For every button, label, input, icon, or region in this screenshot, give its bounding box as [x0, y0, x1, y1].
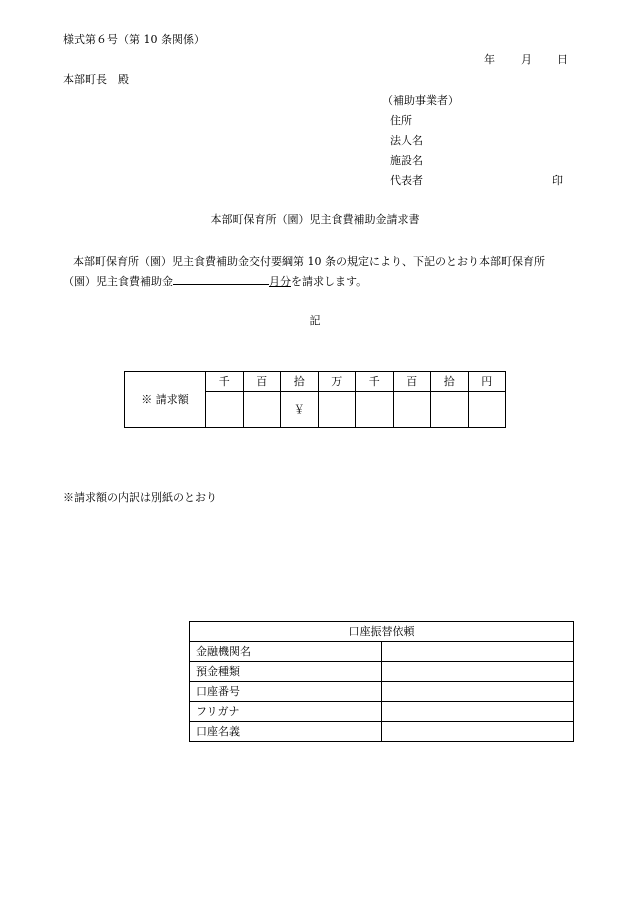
account-number-field[interactable] [382, 682, 574, 702]
bank-table-caption: 口座振替依頼 [190, 622, 574, 642]
amount-table [124, 371, 506, 428]
body-line-2-suffix: を請求します。 [291, 275, 368, 288]
applicant-facility-label: 施設名 [390, 154, 423, 167]
digit-cell[interactable] [468, 392, 506, 428]
date-day: 日 [557, 53, 568, 66]
bank-row-label: フリガナ [190, 702, 382, 722]
digit-cell[interactable] [431, 392, 469, 428]
seal-mark: 印 [552, 174, 563, 187]
body-line-2 [63, 272, 583, 292]
digit-header: 万 [318, 372, 356, 392]
addressee: 本部町長 殿 [63, 73, 129, 86]
breakdown-note: ※請求額の内訳は別紙のとおり [63, 491, 217, 504]
bank-row-label: 金融機関名 [190, 642, 382, 662]
form-number: 様式第６号（第 10 条関係） [63, 33, 205, 46]
digit-cell[interactable] [243, 392, 281, 428]
digit-header: 百 [243, 372, 281, 392]
bank-row-label: 預金種類 [190, 662, 382, 682]
body-line-2-prefix: （園）児主食費補助金 [63, 275, 173, 288]
date-year: 年 [484, 53, 495, 66]
digit-header: 拾 [431, 372, 469, 392]
digit-cell-yen[interactable]: ￥ [281, 392, 319, 428]
bank-row-label: 口座番号 [190, 682, 382, 702]
month-blank [173, 273, 269, 285]
digit-cell[interactable] [393, 392, 431, 428]
bank-row-label: 口座名義 [190, 722, 382, 742]
digit-cell[interactable] [206, 392, 244, 428]
document-title: 本部町保育所（園）児主食費補助金請求書 [210, 213, 420, 226]
applicant-address-label: 住所 [390, 114, 412, 127]
applicant-representative-label: 代表者 [390, 174, 423, 187]
date-month: 月 [521, 53, 532, 66]
digit-header: 円 [468, 372, 506, 392]
digit-cell[interactable] [356, 392, 394, 428]
body-line-1: 本部町保育所（園）児主食費補助金交付要綱第 10 条の規定により、下記のとおり本部町保育所 [73, 255, 545, 268]
applicant-block [382, 94, 459, 188]
deposit-type-field[interactable] [382, 662, 574, 682]
applicant-heading: （補助事業者） [382, 94, 459, 107]
month-label: 月分 [269, 275, 291, 288]
furigana-field[interactable] [382, 702, 574, 722]
bank-name-field[interactable] [382, 642, 574, 662]
applicant-corp-name-label: 法人名 [390, 134, 423, 147]
digit-header: 千 [356, 372, 394, 392]
digit-header: 千 [206, 372, 244, 392]
digit-header: 拾 [281, 372, 319, 392]
account-holder-field[interactable] [382, 722, 574, 742]
bank-transfer-table [189, 621, 574, 742]
digit-header: 百 [393, 372, 431, 392]
request-body [63, 252, 583, 292]
digit-cell[interactable] [318, 392, 356, 428]
amount-label: ※ 請求額 [125, 372, 206, 428]
ki-heading: 記 [309, 314, 321, 327]
